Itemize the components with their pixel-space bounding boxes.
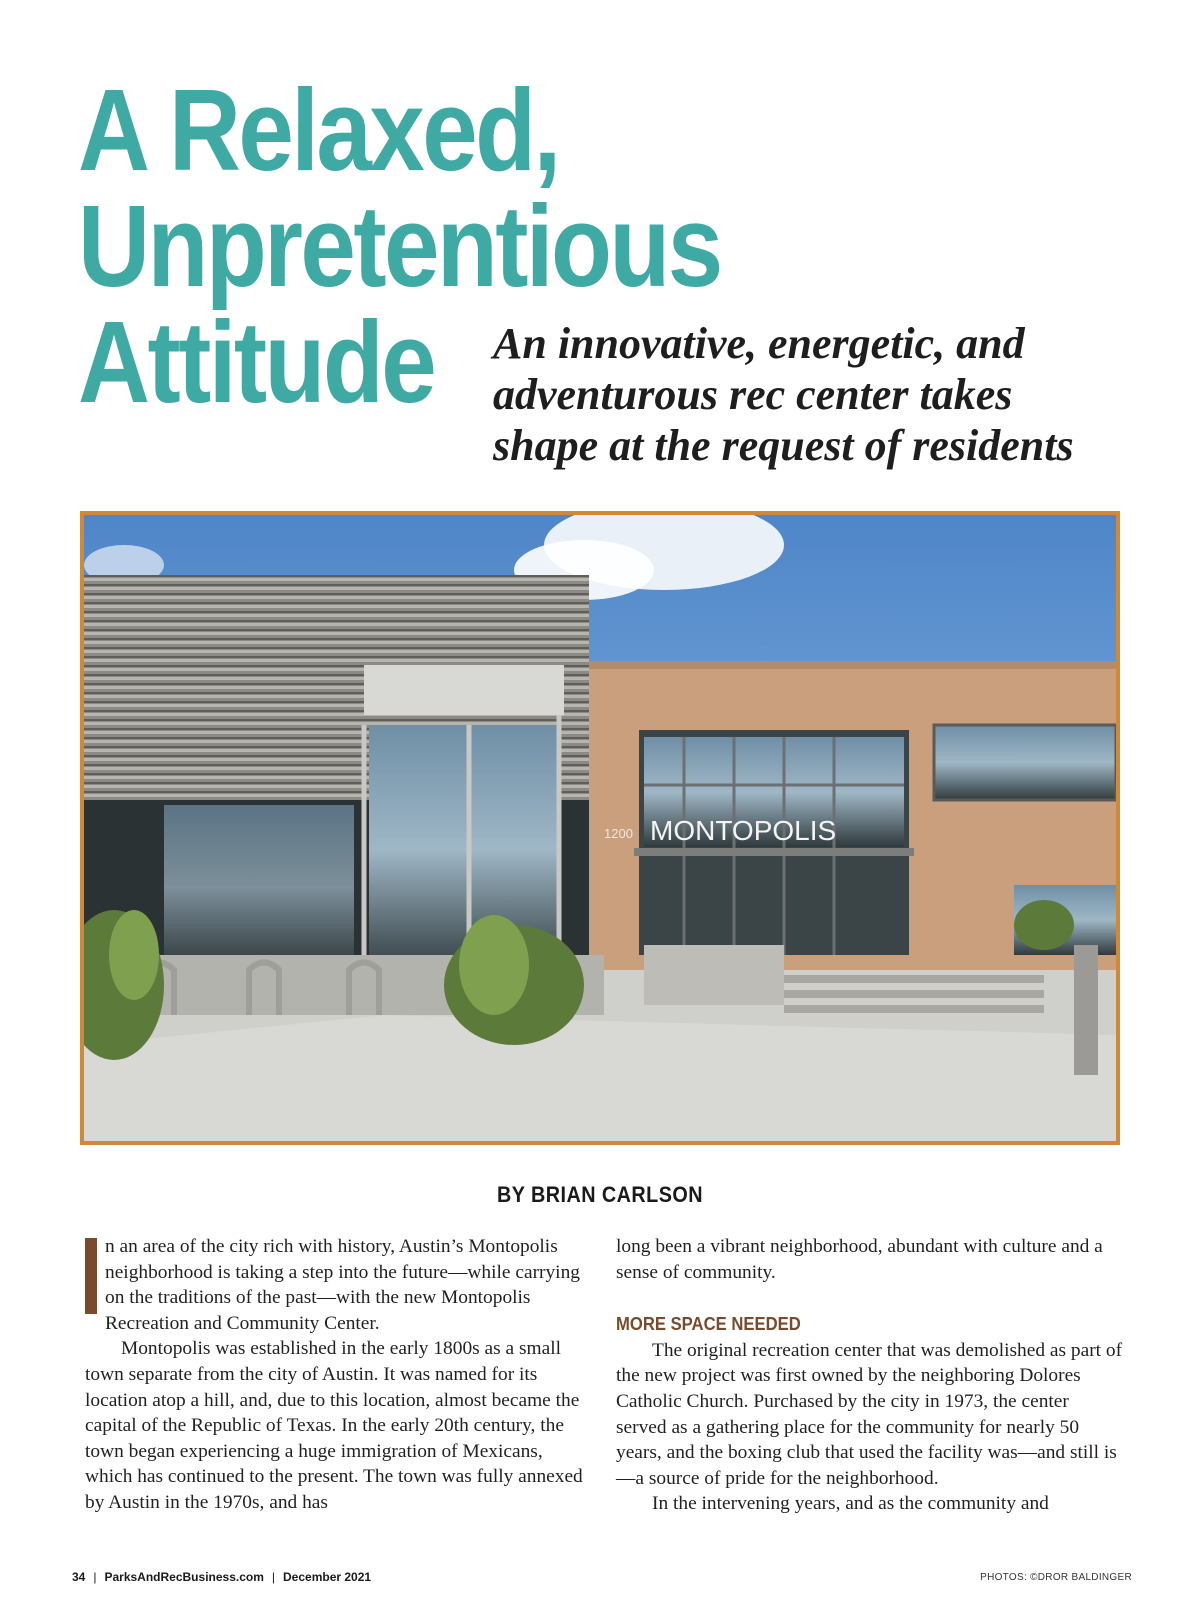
deck-line: adventurous rec center takes (493, 370, 1013, 419)
article-paragraph: long been a vibrant neighborhood, abundant with culture and a sense of community. (616, 1236, 1103, 1283)
footer-separator: | (93, 1570, 97, 1584)
site-url: ParksAndRecBusiness.com (104, 1570, 264, 1584)
article-column-left (85, 1234, 585, 1516)
article-paragraph: The original recreation center that was demolished as part of the new project was first owned by the neighboring Dolores Catholic Church. Purchased by the city in 1973, the center served as a gathering place for the community for nearly 50 years, and the boxing club that used the facility was—and still is—a source of pride for the neighborhood. (616, 1339, 1123, 1489)
page-footer (72, 1570, 371, 1584)
address-number: 1200 (604, 826, 633, 841)
hero-photo (80, 511, 1120, 1145)
page-number: 34 (72, 1570, 86, 1584)
article-paragraph (85, 1234, 585, 1336)
article-column-right (616, 1234, 1124, 1517)
issue-date: December 2021 (283, 1570, 372, 1584)
photo-credit: PHOTOS: ©DROR BALDINGER (980, 1572, 1132, 1583)
deck-subtitle (493, 318, 1183, 471)
byline: BY BRIAN CARLSON (497, 1182, 703, 1207)
paragraph-text: n an area of the city rich with history, Austin’s Montopolis neighborhood is taking a step into the future—while carrying on the traditions of the past—with the new Montopolis Recreation and Community Center. (105, 1236, 580, 1334)
sign-text: MONTOPOLIS (650, 815, 837, 846)
article-paragraph: In the intervening years, and as the community and (652, 1493, 1049, 1515)
headline-line: Unpretentious (78, 181, 721, 311)
article-paragraph: Montopolis was established in the early 1800s as a small town separate from the city of Austin. It was named for its location atop a hill, and, due to this location, almost became the capital of the Republic of Texas. In the early 20th century, the town began experiencing a huge immigration of Mexicans, which has continued to the present. The town was fully annexed by Austin in the 1970s, and has (85, 1338, 583, 1513)
deck-line: shape at the request of residents (493, 421, 1074, 470)
headline-line: Attitude (78, 297, 435, 427)
deck-line: An innovative, energetic, and (493, 319, 1025, 368)
section-subhead: MORE SPACE NEEDED (616, 1313, 801, 1335)
building-illustration (84, 515, 1116, 1141)
footer-separator: | (271, 1570, 276, 1584)
drop-cap: I (85, 1238, 97, 1314)
headline-line: A Relaxed, (78, 65, 559, 195)
